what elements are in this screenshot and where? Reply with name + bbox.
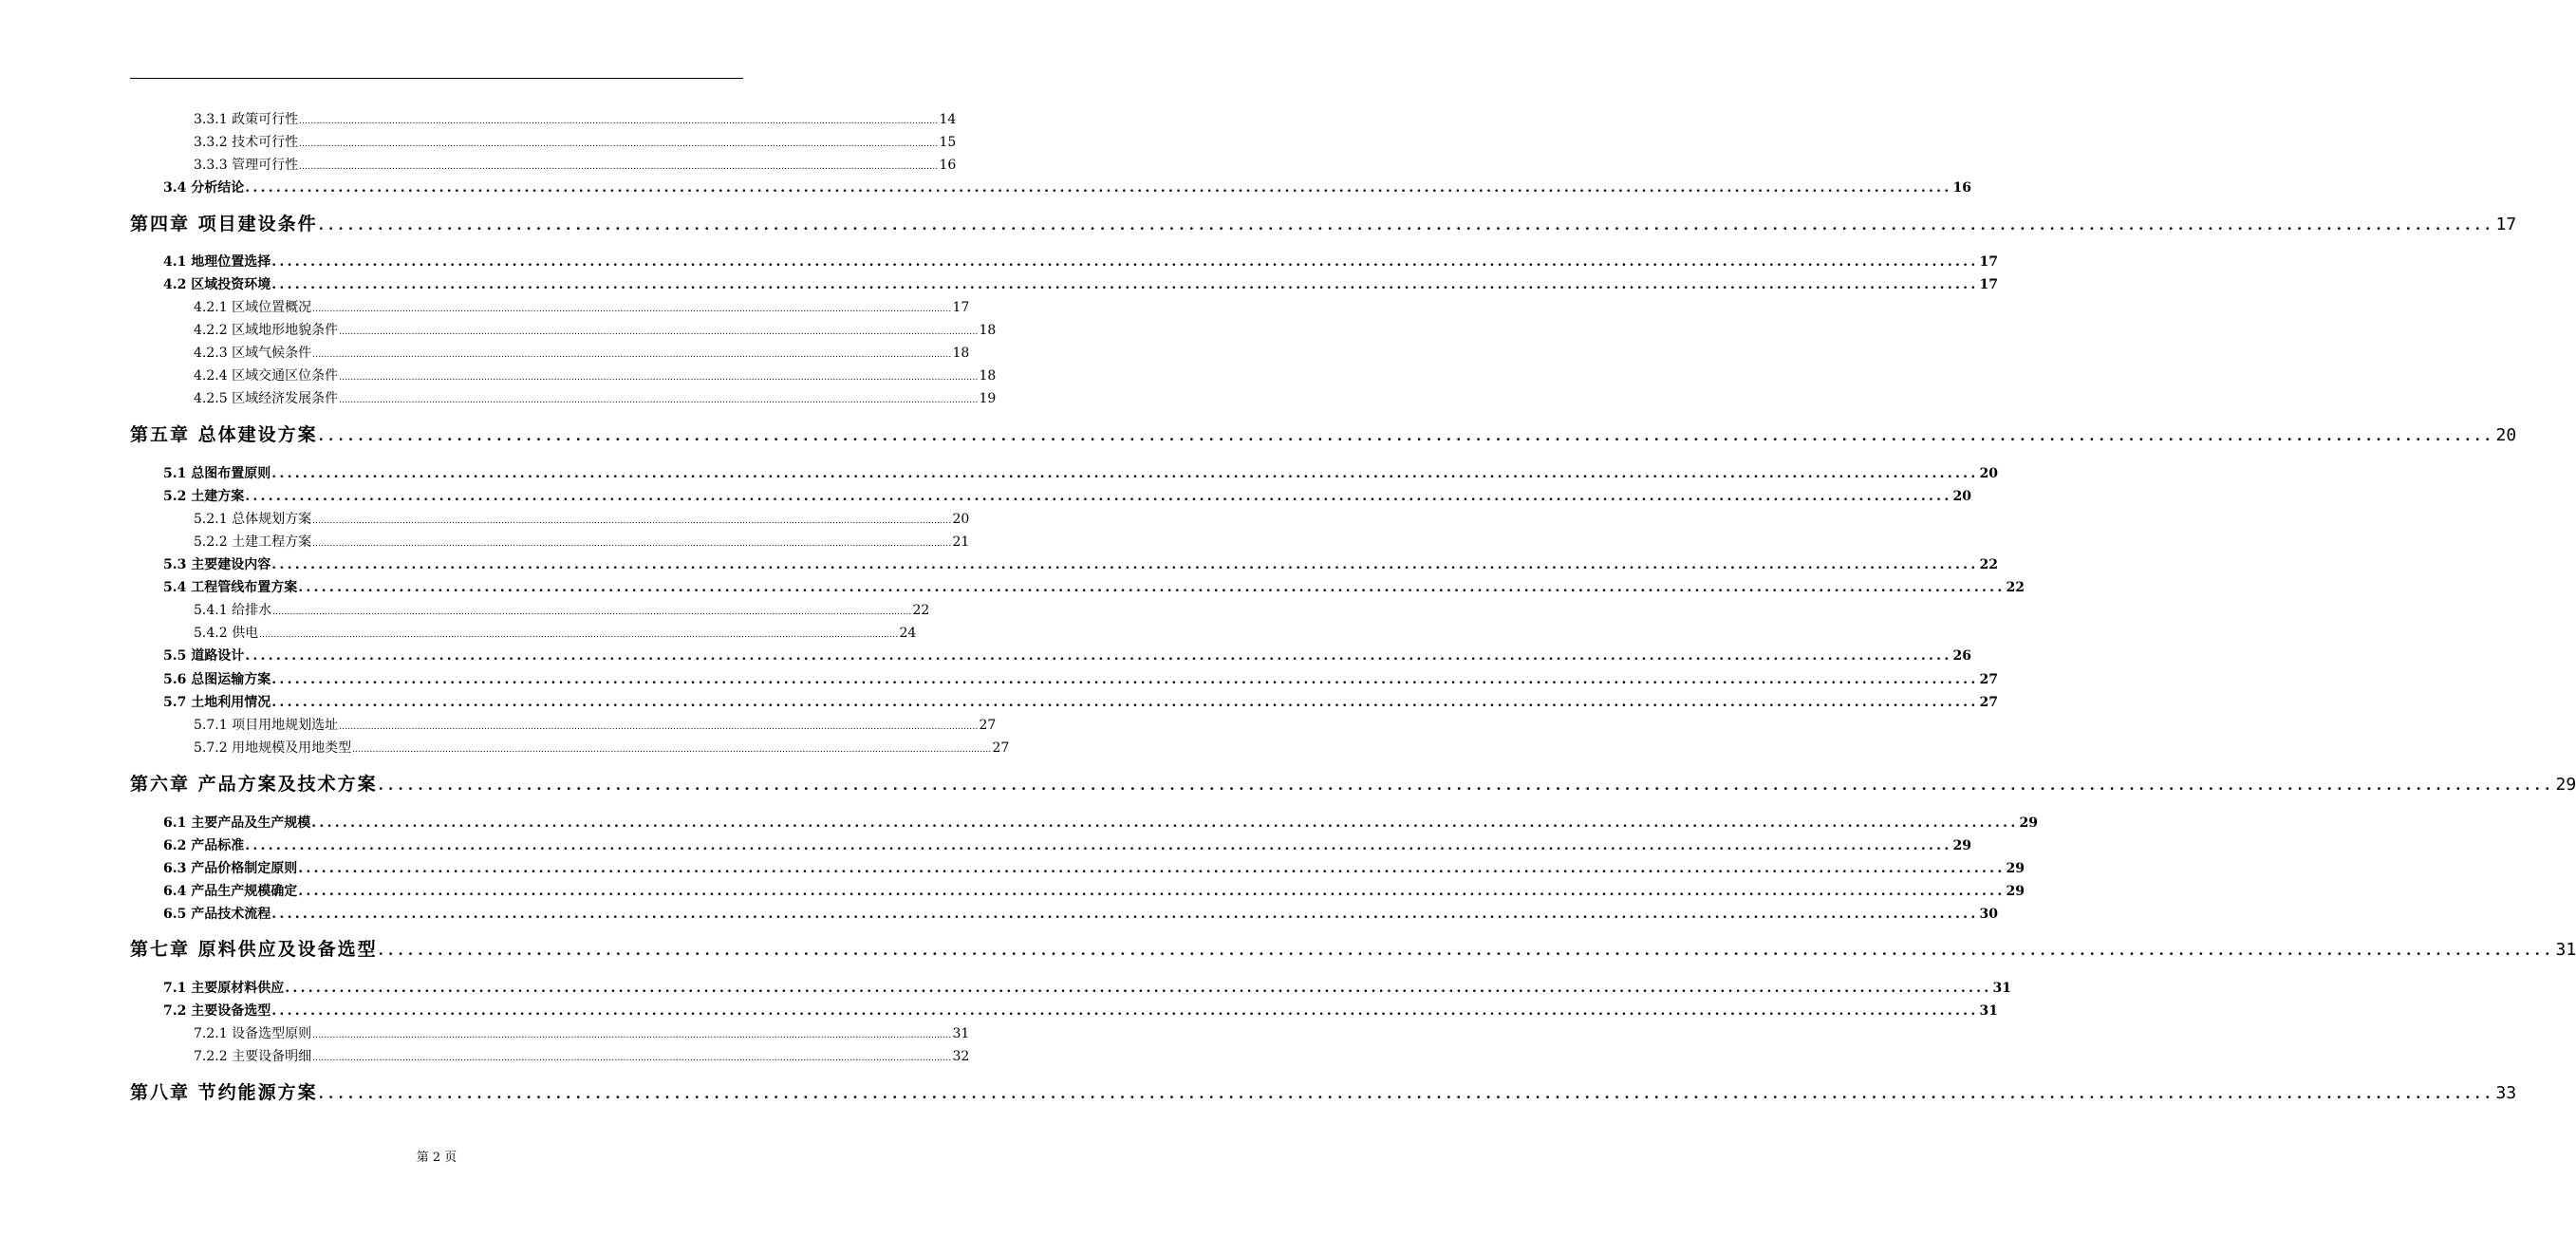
dot-leader: ............................................................................................................................................................................................................................ <box>339 722 979 732</box>
dot-leader: ............................................................................................................................................................................................................................ <box>339 373 979 383</box>
dot-leader: ............................................................................................................................................................................................................................ <box>318 216 2495 234</box>
toc-entry-6-3[interactable] <box>163 858 2025 877</box>
toc-entry-5-7-2[interactable] <box>194 738 1010 757</box>
dot-leader: ............................................................................................................................................................................................................................ <box>339 396 979 405</box>
toc-entry-page: 20 <box>2495 425 2517 445</box>
dot-leader: ............................................................................................................................................................................................................................ <box>312 305 952 314</box>
toc-chapter-4[interactable] <box>130 210 2517 235</box>
dot-leader: ............................................................................................................................................................................................................................ <box>318 427 2495 444</box>
toc-entry-5-4-2[interactable] <box>194 623 917 642</box>
toc-entry-5-4[interactable] <box>163 577 2025 596</box>
toc-entry-5-2[interactable] <box>163 486 1972 505</box>
toc-entry-4-2-2[interactable] <box>194 320 997 339</box>
toc-entry-label: 5.7.2 用地规模及用地类型 <box>194 740 352 756</box>
dot-leader: ............................................................................................................................................................................................................................ <box>245 838 1952 853</box>
toc-entry-page: 27 <box>992 740 1010 756</box>
dot-leader: ............................................................................................................................................................................................................................ <box>271 254 1979 270</box>
dot-leader: ............................................................................................................................................................................................................................ <box>271 1003 1979 1019</box>
dot-leader: ............................................................................................................................................................................................................................ <box>245 648 1952 664</box>
toc-entry-3-3-2[interactable] <box>194 132 957 151</box>
toc-entry-page: 18 <box>952 346 970 361</box>
toc-entry-4-2-4[interactable] <box>194 365 997 384</box>
dot-leader: ............................................................................................................................................................................................................................ <box>271 557 1979 572</box>
toc-entry-page: 19 <box>979 391 997 406</box>
toc-entry-6-4[interactable] <box>163 881 2025 900</box>
toc-entry-page: 27 <box>1979 672 1999 687</box>
toc-entry-label: 4.2.3 区域气候条件 <box>194 346 312 361</box>
page-number-footer: 第 2 页 <box>416 1151 457 1165</box>
toc-entry-4-2-1[interactable] <box>194 297 970 316</box>
toc-entry-label: 5.5 道路设计 <box>163 648 245 664</box>
toc-entry-label: 3.3.3 管理可行性 <box>194 158 299 173</box>
dot-leader: ............................................................................................................................................................................................................................ <box>352 745 992 755</box>
dot-leader: ............................................................................................................................................................................................................................ <box>298 861 2006 876</box>
toc-entry-4-2[interactable] <box>163 274 1999 293</box>
toc-entry-page: 24 <box>899 626 917 641</box>
toc-entry-5-1[interactable] <box>163 463 1999 482</box>
toc-chapter-7[interactable] <box>130 935 2576 961</box>
toc-entry-page: 17 <box>2495 215 2517 234</box>
toc-entry-4-2-3[interactable] <box>194 343 970 362</box>
toc-entry-page: 20 <box>1952 489 1972 504</box>
toc-entry-page: 21 <box>952 534 970 550</box>
toc-entry-label: 第四章 项目建设条件 <box>130 214 318 234</box>
toc-entry-6-2[interactable] <box>163 835 1972 854</box>
toc-entry-page: 27 <box>1979 695 1999 710</box>
dot-leader: ............................................................................................................................................................................................................................ <box>271 672 1979 687</box>
dot-leader: ............................................................................................................................................................................................................................ <box>271 466 1979 481</box>
toc-entry-page: 31 <box>1992 981 2012 996</box>
toc-entry-label: 5.2.2 土建工程方案 <box>194 534 312 550</box>
dot-leader: ............................................................................................................................................................................................................................ <box>318 1085 2495 1102</box>
toc-entry-label: 5.7 土地利用情况 <box>163 695 271 710</box>
toc-entry-5-7[interactable] <box>163 692 1999 711</box>
toc-entry-page: 20 <box>952 512 970 527</box>
dot-leader: ............................................................................................................................................................................................................................ <box>312 350 952 360</box>
toc-entry-label: 4.2 区域投资环境 <box>163 277 271 292</box>
dot-leader: ............................................................................................................................................................................................................................ <box>312 516 952 526</box>
toc-entry-label: 7.2.1 设备选型原则 <box>194 1026 312 1041</box>
toc-entry-page: 16 <box>1952 180 1972 196</box>
toc-entry-label: 4.2.1 区域位置概况 <box>194 300 312 315</box>
toc-entry-page: 29 <box>2006 884 2025 899</box>
toc-entry-page: 26 <box>1952 648 1972 664</box>
dot-leader: ............................................................................................................................................................................................................................ <box>299 162 939 172</box>
toc-entry-label: 第八章 节约能源方案 <box>130 1082 318 1103</box>
toc-entry-label: 第七章 原料供应及设备选型 <box>130 939 378 960</box>
toc-entry-3-3-3[interactable] <box>194 155 957 174</box>
toc-entry-page: 22 <box>1979 557 1999 572</box>
toc-entry-label: 7.2 主要设备选型 <box>163 1003 271 1019</box>
toc-entry-page: 16 <box>939 158 957 173</box>
toc-entry-page: 18 <box>979 323 997 338</box>
dot-leader: ............................................................................................................................................................................................................................ <box>259 630 899 640</box>
toc-entry-page: 29 <box>1952 838 1972 853</box>
toc-entry-5-2-2[interactable] <box>194 532 970 551</box>
toc-entry-page: 31 <box>2555 940 2576 960</box>
toc-entry-page: 22 <box>912 603 930 618</box>
dot-leader: ............................................................................................................................................................................................................................ <box>298 580 2006 595</box>
toc-entry-7-2-1[interactable] <box>194 1023 970 1042</box>
toc-chapter-6[interactable] <box>130 770 2576 796</box>
toc-entry-label: 3.3.2 技术可行性 <box>194 135 299 150</box>
dot-leader: ............................................................................................................................................................................................................................ <box>272 608 912 617</box>
dot-leader: ............................................................................................................................................................................................................................ <box>271 277 1979 292</box>
toc-entry-page: 31 <box>1979 1003 1999 1019</box>
toc-entry-3-4[interactable] <box>163 178 1972 197</box>
dot-leader: ............................................................................................................................................................................................................................ <box>312 539 952 549</box>
toc-entry-label: 第五章 总体建设方案 <box>130 424 318 445</box>
toc-entry-label: 6.2 产品标准 <box>163 838 245 853</box>
toc-entry-label: 6.5 产品技术流程 <box>163 907 271 922</box>
toc-entry-4-1[interactable] <box>163 252 1999 271</box>
toc-entry-5-2-1[interactable] <box>194 509 970 528</box>
toc-entry-6-5[interactable] <box>163 904 1999 923</box>
toc-entry-label: 3.3.1 政策可行性 <box>194 112 299 127</box>
toc-entry-3-3-1[interactable] <box>194 109 957 128</box>
toc-entry-label: 4.2.5 区域经济发展条件 <box>194 391 339 406</box>
toc-entry-4-2-5[interactable] <box>194 388 997 407</box>
dot-leader: ............................................................................................................................................................................................................................ <box>245 489 1952 504</box>
toc-entry-page: 17 <box>1979 254 1999 270</box>
toc-entry-label: 5.4 工程管线布置方案 <box>163 580 298 595</box>
toc-entry-5-7-1[interactable] <box>194 715 997 734</box>
dot-leader: ............................................................................................................................................................................................................................ <box>299 117 939 126</box>
toc-entry-label: 7.1 主要原材料供应 <box>163 981 285 996</box>
dot-leader: ............................................................................................................................................................................................................................ <box>311 815 2019 831</box>
toc-entry-7-2-2[interactable] <box>194 1046 970 1065</box>
toc-chapter-5[interactable] <box>130 421 2517 446</box>
toc-entry-page: 20 <box>1979 466 1999 481</box>
toc-entry-page: 27 <box>979 718 997 733</box>
toc-entry-label: 5.2.1 总体规划方案 <box>194 512 312 527</box>
toc-entry-label: 5.1 总图布置原则 <box>163 466 271 481</box>
dot-leader: ............................................................................................................................................................................................................................ <box>312 1031 952 1040</box>
toc-entry-page: 33 <box>2495 1083 2517 1103</box>
toc-entry-page: 22 <box>2006 580 2025 595</box>
toc-chapter-8[interactable] <box>130 1078 2517 1104</box>
toc-entry-5-3[interactable] <box>163 554 1999 573</box>
toc-entry-page: 17 <box>952 300 970 315</box>
dot-leader: ............................................................................................................................................................................................................................ <box>339 328 979 337</box>
toc-entry-5-6[interactable] <box>163 669 1999 688</box>
toc-entry-6-1[interactable] <box>163 813 2039 832</box>
toc-entry-page: 29 <box>2555 775 2576 795</box>
toc-entry-label: 5.2 土建方案 <box>163 489 245 504</box>
toc-entry-label: 5.4.2 供电 <box>194 626 259 641</box>
toc-entry-label: 4.2.2 区域地形地貌条件 <box>194 323 339 338</box>
toc-entry-label: 3.4 分析结论 <box>163 180 245 196</box>
toc-entry-page: 17 <box>1979 277 1999 292</box>
toc-entry-7-2[interactable] <box>163 1001 1999 1020</box>
toc-entry-7-1[interactable] <box>163 978 2012 997</box>
toc-entry-label: 5.7.1 项目用地规划选址 <box>194 718 339 733</box>
dot-leader: ............................................................................................................................................................................................................................ <box>378 777 2555 794</box>
dot-leader: ............................................................................................................................................................................................................................ <box>271 695 1979 710</box>
toc-entry-page: 30 <box>1979 907 1999 922</box>
toc-entry-page: 18 <box>979 368 997 384</box>
dot-leader: ............................................................................................................................................................................................................................ <box>271 907 1979 922</box>
toc-entry-label: 第六章 产品方案及技术方案 <box>130 774 378 795</box>
toc-entry-page: 15 <box>939 135 957 150</box>
toc-entry-label: 6.1 主要产品及生产规模 <box>163 815 311 831</box>
toc-entry-label: 4.1 地理位置选择 <box>163 254 271 270</box>
toc-entry-page: 29 <box>2006 861 2025 876</box>
toc-entry-label: 7.2.2 主要设备明细 <box>194 1049 312 1064</box>
toc-entry-label: 4.2.4 区域交通区位条件 <box>194 368 339 384</box>
dot-leader: ............................................................................................................................................................................................................................ <box>312 1054 952 1063</box>
dot-leader: ............................................................................................................................................................................................................................ <box>245 180 1952 196</box>
dot-leader: ............................................................................................................................................................................................................................ <box>378 942 2555 959</box>
dot-leader: ............................................................................................................................................................................................................................ <box>285 981 1992 996</box>
toc-entry-label: 5.6 总图运输方案 <box>163 672 271 687</box>
dot-leader: ............................................................................................................................................................................................................................ <box>298 884 2006 899</box>
toc-entry-label: 5.4.1 给排水 <box>194 603 272 618</box>
toc-entry-5-4-1[interactable] <box>194 600 930 619</box>
dot-leader: ............................................................................................................................................................................................................................ <box>299 140 939 149</box>
toc-entry-page: 14 <box>939 112 957 127</box>
toc-entry-page: 32 <box>952 1049 970 1064</box>
toc-entry-label: 5.3 主要建设内容 <box>163 557 271 572</box>
toc-entry-label: 6.4 产品生产规模确定 <box>163 884 298 899</box>
header-rule <box>130 78 743 79</box>
toc-entry-page: 29 <box>2019 815 2039 831</box>
toc-entry-5-5[interactable] <box>163 646 1972 665</box>
toc-entry-label: 6.3 产品价格制定原则 <box>163 861 298 876</box>
toc-entry-page: 31 <box>952 1026 970 1041</box>
